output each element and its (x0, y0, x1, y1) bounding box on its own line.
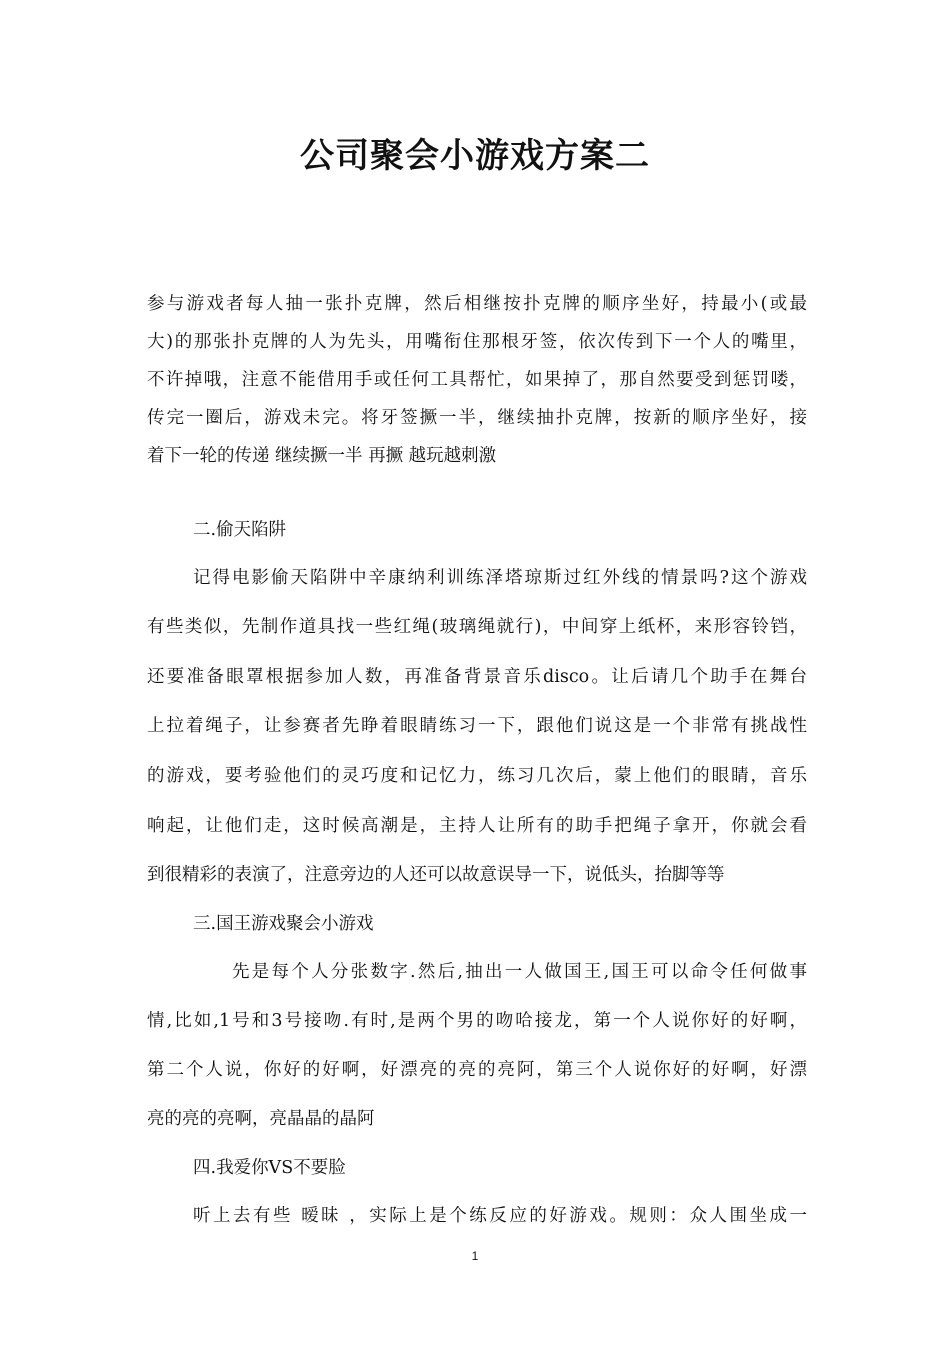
paragraph-line: 到很精彩的表演了，注意旁边的人还可以故意误导一下，说低头，抬脚等等 (147, 865, 725, 885)
paragraph-line: 上拉着绳子，让参赛者先睁着眼睛练习一下，跟他们说这是一个非常有挑战性 (147, 716, 807, 736)
paragraph-line: 参与游戏者每人抽一张扑克牌，然后相继按扑克牌的顺序坐好，持最小(或最 (147, 294, 807, 314)
section-heading: 四.我爱你VS不要脸 (193, 1158, 346, 1178)
document-title: 公司聚会小游戏方案二 (300, 136, 650, 176)
section-heading: 三.国王游戏聚会小游戏 (193, 914, 374, 934)
paragraph-line: 响起，让他们走，这时候高潮是，主持人让所有的助手把绳子拿开，你就会看 (147, 816, 807, 836)
paragraph-line: 情,比如,1号和3号接吻.有时,是两个男的吻哈接龙，第一个人说你好的好啊， (147, 1011, 807, 1031)
paragraph-line: 还要准备眼罩根据参加人数，再准备背景音乐disco。让后请几个助手在舞台 (147, 667, 807, 687)
paragraph-line: 不许掉哦，注意不能借用手或任何工具帮忙，如果掉了，那自然要受到惩罚喽， (147, 370, 807, 390)
paragraph-line: 传完一圈后，游戏未完。将牙签撅一半，继续抽扑克牌，按新的顺序坐好，接 (147, 408, 807, 428)
paragraph-line: 听上去有些 暧昧 ，实际上是个练反应的好游戏。规则：众人围坐成一 (193, 1206, 807, 1226)
paragraph-line: 亮的亮的亮啊，亮晶晶的晶阿 (147, 1109, 375, 1129)
paragraph-line: 第二个人说，你好的好啊，好漂亮的亮的亮阿，第三个人说你好的好啊，好漂 (147, 1060, 807, 1080)
paragraph-line: 着下一轮的传递 继续撅一半 再撅 越玩越刺激 (147, 446, 497, 466)
paragraph-line: 大)的那张扑克牌的人为先头，用嘴衔住那根牙签，依次传到下一个人的嘴里， (147, 332, 807, 352)
page-number: 1 (471, 1249, 479, 1263)
section-heading: 二.偷天陷阱 (193, 520, 287, 540)
paragraph-line: 记得电影偷天陷阱中辛康纳利训练泽塔琼斯过红外线的情景吗?这个游戏 (193, 568, 807, 588)
paragraph-line: 有些类似，先制作道具找一些红绳(玻璃绳就行)，中间穿上纸杯，来形容铃铛， (147, 617, 807, 637)
paragraph-line: 先是每个人分张数字.然后,抽出一人做国王,国王可以命令任何做事 (232, 962, 807, 982)
paragraph-line: 的游戏，要考验他们的灵巧度和记忆力，练习几次后，蒙上他们的眼睛，音乐 (147, 766, 807, 786)
